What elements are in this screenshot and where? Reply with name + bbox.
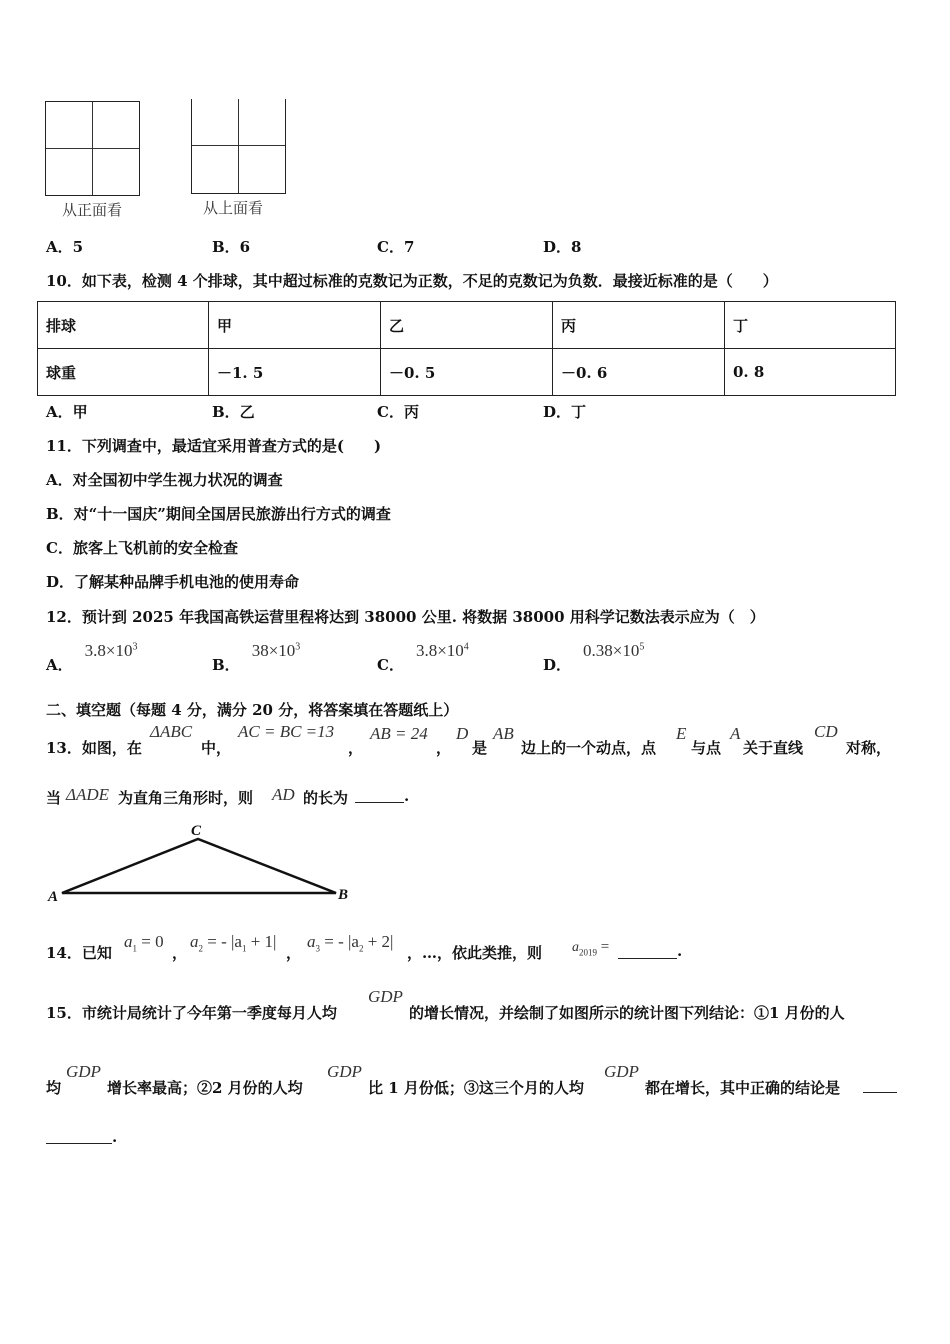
q15-line1-a: 15．市统计局统计了今年第一季度每月人均 xyxy=(46,1004,337,1022)
q12-option-d[interactable] xyxy=(543,640,645,674)
q15-line2-b: 增长率最高；②2 月份的人均 xyxy=(107,1079,303,1097)
q15-line2-a: 均 xyxy=(46,1079,62,1097)
q14-period: . xyxy=(677,942,683,960)
q10-option-b[interactable]: B．乙 xyxy=(212,403,255,421)
q9-option-a[interactable]: A．5 xyxy=(46,238,84,256)
vertex-c-label: C xyxy=(191,823,202,839)
table-cell: －0. 5 xyxy=(381,349,553,396)
q13-bian: 边上的一个动点，点 xyxy=(521,739,657,757)
q15-line2-d: 都在增长，其中正确的结论是 xyxy=(645,1079,841,1097)
q10-stem: 10．如下表，检测 4 个排球，其中超过标准的克数记为正数，不足的克数记为负数．最接近标准的是（ ） xyxy=(46,272,778,290)
section-2-heading: 二、填空题（每题 4 分，满分 20 分，将答案填在答题纸上） xyxy=(46,701,459,719)
q13-a: A xyxy=(730,724,741,743)
q11-option-b[interactable]: B．对“十一国庆”期间全国居民旅游出行方式的调查 xyxy=(46,505,391,523)
exponent: 5 xyxy=(639,641,645,653)
q13-comma2: ， xyxy=(436,739,452,757)
q10-option-d[interactable]: D．丁 xyxy=(543,403,587,421)
q13-eq2: AB = 24 xyxy=(370,724,428,743)
q13-ad: AD xyxy=(272,785,295,804)
q13-tri-abc: ΔABC xyxy=(150,722,193,741)
q9-option-b[interactable]: B．6 xyxy=(212,238,251,256)
q11-option-d[interactable]: D．了解某种品牌手机电池的使用寿命 xyxy=(46,573,300,591)
q15-period: . xyxy=(112,1128,118,1146)
q13-ade: ΔADE xyxy=(66,785,110,804)
triangle-abc xyxy=(62,839,336,893)
table-cell: 丁 xyxy=(725,302,896,349)
q13-ab: AB xyxy=(493,724,514,743)
q13-de: 的长为 xyxy=(303,789,349,807)
q10-option-c[interactable]: C．丙 xyxy=(377,403,419,421)
q9-option-c[interactable]: C．7 xyxy=(377,238,415,256)
q13-answer-blank[interactable] xyxy=(355,788,404,803)
q14-a3: $a_3$ = - $|a_2 + 2|$ xyxy=(307,932,394,954)
q14-num: 14．已知 xyxy=(46,944,112,962)
q11-stem: 11．下列调查中，最适宜采用普查方式的是( ) xyxy=(46,437,382,455)
q12-option-a[interactable] xyxy=(46,640,138,674)
q13-eq1: AC = BC =13 xyxy=(238,722,335,741)
exponent: 3 xyxy=(132,641,138,653)
mantissa: 38 xyxy=(251,641,269,660)
q12-option-b[interactable] xyxy=(212,640,301,674)
vertex-b-label: B xyxy=(338,887,349,903)
mantissa: 3.8 xyxy=(84,641,106,660)
front-view-grid xyxy=(45,101,140,196)
q10-option-a[interactable]: A．甲 xyxy=(46,403,88,421)
q13-triangle-figure xyxy=(40,815,360,910)
q13-e: E xyxy=(676,724,687,743)
q13-shi: 是 xyxy=(472,739,488,757)
top-view-grid xyxy=(191,99,286,194)
q15-answer-blank-1[interactable] xyxy=(863,1078,897,1093)
option-label: C． xyxy=(377,656,404,674)
q14-comma2: ， xyxy=(286,944,302,962)
times-ten: ×10 xyxy=(437,641,464,660)
table-cell: 0. 8 xyxy=(725,349,896,396)
q15-gdp-1: GDP xyxy=(368,987,403,1006)
times-ten: ×10 xyxy=(105,641,133,660)
option-label: D． xyxy=(543,656,572,674)
table-row xyxy=(38,349,896,396)
front-view-caption: 从正面看 xyxy=(62,201,123,219)
q10-table xyxy=(37,301,896,396)
table-cell: 乙 xyxy=(381,302,553,349)
q13-guanyu: 关于直线 xyxy=(743,739,804,757)
q13-period: . xyxy=(404,787,410,805)
q14-a1: $a_1 = 0$ xyxy=(124,932,164,954)
mantissa: 0.38 xyxy=(583,641,613,660)
table-cell: 排球 xyxy=(38,302,209,349)
mantissa: 3.8 xyxy=(415,641,438,660)
q14-comma1: ， xyxy=(172,944,188,962)
q9-option-d[interactable]: D．8 xyxy=(543,238,582,256)
q14-a2: $a_2$ = - $|a_1 + 1|$ xyxy=(190,932,277,954)
q14-etc: ，…，依此类推，则 xyxy=(407,944,543,962)
q14-answer-blank[interactable] xyxy=(618,944,677,959)
q12-option-c[interactable] xyxy=(377,640,469,674)
q13-comma1: ， xyxy=(348,739,364,757)
q13-duicheng: 对称， xyxy=(846,739,892,757)
table-cell: 球重 xyxy=(38,349,209,396)
q14-a2019: $a_{2019}$ = xyxy=(572,939,610,958)
table-cell: 丙 xyxy=(553,302,725,349)
vertex-a-label: A xyxy=(48,889,59,905)
exponent: 3 xyxy=(295,641,301,653)
q11-option-c[interactable]: C．旅客上飞机前的安全检查 xyxy=(46,539,238,557)
q13-wei: 为直角三角形时，则 xyxy=(118,789,254,807)
table-cell: －1. 5 xyxy=(209,349,381,396)
q13-yu: 与点 xyxy=(691,739,722,757)
times-ten: ×10 xyxy=(268,641,296,660)
q15-gdp-2: GDP xyxy=(66,1062,101,1081)
q15-line1-b: 的增长情况，并绘制了如图所示的统计图下列结论：①1 月份的人 xyxy=(409,1004,845,1022)
q15-gdp-3: GDP xyxy=(327,1062,362,1081)
q13-zhong: 中， xyxy=(201,739,232,757)
option-label: B． xyxy=(212,656,240,674)
times-ten: ×10 xyxy=(612,641,640,660)
option-label: A． xyxy=(46,656,73,674)
q12-stem: 12．预计到 2025 年我国高铁运营里程将达到 38000 公里. 将数据 38000 用科学记数法表示应为（ ） xyxy=(46,608,765,626)
table-cell: －0. 6 xyxy=(553,349,725,396)
q15-line2-c: 比 1 月份低；③这三个月的人均 xyxy=(368,1079,584,1097)
q15-gdp-4: GDP xyxy=(604,1062,639,1081)
q13-d: D xyxy=(456,724,469,743)
exponent: 4 xyxy=(463,641,469,653)
q15-answer-blank-2[interactable] xyxy=(46,1129,112,1144)
q13-cd: CD xyxy=(814,722,838,741)
table-row xyxy=(38,302,896,349)
q11-option-a[interactable]: A．对全国初中学生视力状况的调查 xyxy=(46,471,283,489)
table-cell: 甲 xyxy=(209,302,381,349)
top-view-caption: 从上面看 xyxy=(203,199,264,217)
q13-dang: 当 xyxy=(46,789,62,807)
q13-num: 13．如图，在 xyxy=(46,739,142,757)
